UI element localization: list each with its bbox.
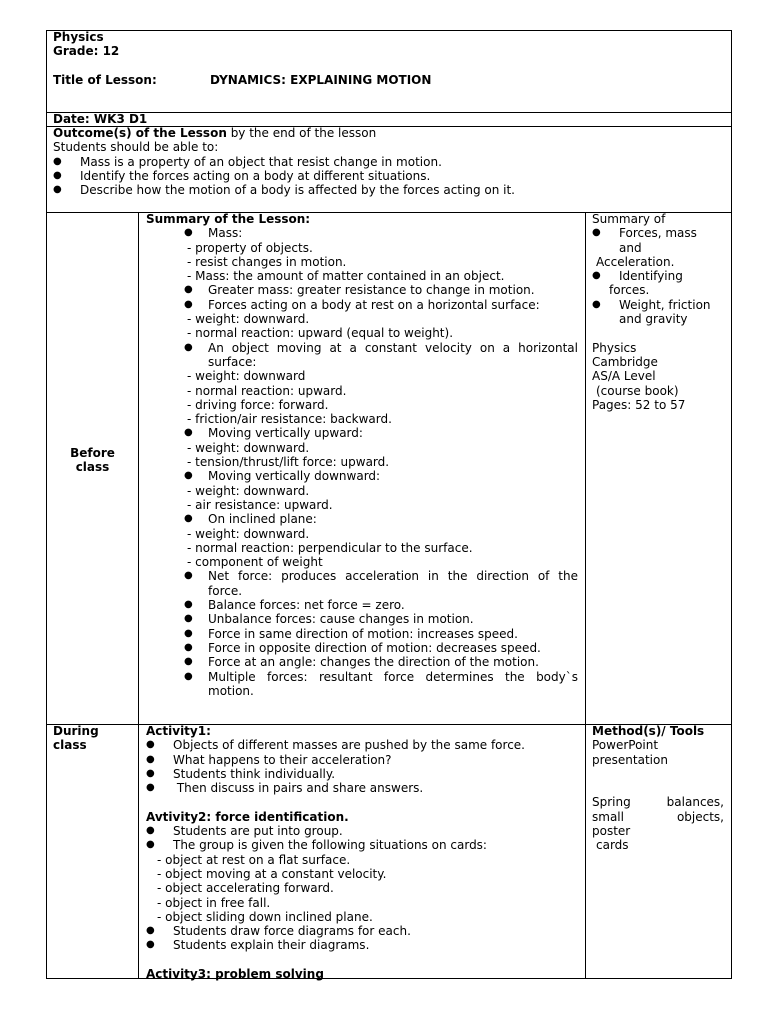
summary-detail: - Mass: the amount of matter contained in an object. [187, 269, 505, 284]
outcomes-section [53, 126, 723, 197]
course-book: Physics [592, 340, 637, 355]
method-item: PowerPoint [592, 738, 659, 753]
header-box [46, 30, 732, 113]
lesson-date: Date: WK3 D1 [53, 112, 148, 126]
resource-item-continued: forces. [609, 283, 650, 298]
resource-item-continued: and gravity [619, 312, 688, 327]
situation-card: - object in free fall. [157, 895, 271, 910]
summary-detail: - weight: downward. [187, 526, 310, 541]
summary-item: ● Mass: [146, 226, 578, 240]
subject: Physics [53, 30, 104, 44]
outcome-item: ● Identify the forces acting on a body at different situations. [53, 169, 723, 183]
lesson-title: DYNAMICS: EXPLAINING MOTION [210, 73, 432, 87]
summary-item-continued: motion. [208, 683, 254, 698]
summary-item-continued: surface: [208, 354, 257, 369]
tool-item: cards [596, 838, 629, 853]
resource-item-continued: and [619, 240, 642, 255]
activity3-heading: Activity3: problem solving [146, 967, 324, 982]
summary-detail: - property of objects. [187, 240, 313, 255]
summary-item: ● Balance forces: net force = zero. [146, 598, 578, 612]
situation-card: - object at rest on a flat surface. [157, 852, 351, 867]
activity-item: ● Students are put into group. [146, 824, 578, 838]
during-class-activities [146, 724, 578, 981]
summary-detail: - air resistance: upward. [187, 497, 333, 512]
activity-item: ● Objects of different masses are pushed by the same force. [146, 738, 578, 752]
activity-item: ● Students explain their diagrams. [146, 938, 578, 952]
tool-item: Spring balances, [592, 795, 724, 810]
summary-detail: - normal reaction: upward. [187, 383, 347, 398]
activity-item: ● Then discuss in pairs and share answers. [146, 781, 578, 795]
summary-detail: - component of weight [187, 555, 323, 570]
activity-item: ● The group is given the following situations on cards: [146, 838, 578, 852]
resources-summary-of: Summary of [592, 212, 666, 226]
summary-item-continued: force. [208, 583, 243, 598]
situation-card: - object sliding down inclined plane. [157, 909, 373, 924]
situation-card: - object moving at a constant velocity. [157, 866, 387, 881]
activity-item: ● Students draw force diagrams for each. [146, 924, 578, 938]
summary-item: ● On inclined plane: [146, 512, 578, 526]
method-item: presentation [592, 752, 668, 767]
summary-item: ● Greater mass: greater resistance to change in motion. [146, 283, 578, 297]
summary-item: ● An object moving at a constant velocity on a horizontal [146, 341, 578, 355]
outcomes-intro: Students should be able to: [53, 140, 219, 155]
activity-item: ● Students think individually. [146, 767, 578, 781]
tool-item: poster [592, 824, 631, 839]
date-box [46, 112, 732, 127]
before-class-resources [592, 212, 726, 412]
course-book: AS/A Level [592, 369, 656, 384]
summary-detail: - driving force: forward. [187, 397, 329, 412]
situation-card: - object accelerating forward. [157, 881, 334, 896]
tool-item: small objects, [592, 809, 724, 824]
summary-item: ● Force in opposite direction of motion: decreases speed. [146, 641, 578, 655]
summary-item: ● Multiple forces: resultant force determines the body`s [146, 670, 578, 684]
during-class-label: During class [53, 724, 99, 753]
outcomes-heading: Outcome(s) of the Lesson by the end of the lesson [53, 126, 377, 140]
methods-heading: Method(s)/ Tools [592, 724, 705, 738]
summary-detail: - resist changes in motion. [187, 254, 347, 269]
resource-item: ● Weight, friction [592, 298, 726, 312]
outcome-item: ● Mass is a property of an object that resist change in motion. [53, 155, 723, 169]
course-book: Cambridge [592, 354, 658, 369]
summary-heading: Summary of the Lesson: [146, 212, 311, 226]
resource-item: ● Forces, mass [592, 226, 726, 240]
column-divider-left [138, 212, 139, 979]
summary-item: ● Force at an angle: changes the direction of the motion. [146, 655, 578, 669]
summary-item: ● Unbalance forces: cause changes in motion. [146, 612, 578, 626]
grade: Grade: 12 [53, 44, 120, 58]
summary-item: ● Forces acting on a body at rest on a horizontal surface: [146, 298, 578, 312]
outcome-item: ● Describe how the motion of a body is affected by the forces acting on it. [53, 183, 723, 197]
summary-item: ● Force in same direction of motion: increases speed. [146, 627, 578, 641]
activity1-heading: Activity1: [146, 724, 211, 738]
course-book-pages: Pages: 52 to 57 [592, 397, 686, 412]
during-class-methods [592, 724, 724, 853]
summary-item: ● Moving vertically downward: [146, 469, 578, 483]
before-class-label: Before class [70, 446, 115, 475]
summary-item: ● Moving vertically upward: [146, 426, 578, 440]
summary-detail: - weight: downward [187, 369, 306, 384]
summary-detail: - weight: downward. [187, 483, 310, 498]
activity-item: ● What happens to their acceleration? [146, 753, 578, 767]
summary-detail: - tension/thrust/lift force: upward. [187, 455, 390, 470]
lesson-summary [146, 212, 578, 698]
summary-detail: - weight: downward. [187, 440, 310, 455]
summary-detail: - normal reaction: perpendicular to the surface. [187, 540, 473, 555]
summary-detail: - weight: downward. [187, 312, 310, 327]
summary-item: ● Net force: produces acceleration in the direction of the [146, 569, 578, 583]
lesson-title-label: Title of Lesson: [53, 73, 157, 87]
course-book: (course book) [596, 383, 679, 398]
column-divider-right [585, 212, 586, 979]
activity2-heading: Avtivity2: force identification. [146, 809, 349, 824]
resource-item: ● Identifying [592, 269, 726, 283]
summary-detail: - normal reaction: upward (equal to weight). [187, 326, 454, 341]
resource-item-continued: Acceleration. [596, 254, 675, 269]
summary-detail: - friction/air resistance: backward. [187, 412, 392, 427]
